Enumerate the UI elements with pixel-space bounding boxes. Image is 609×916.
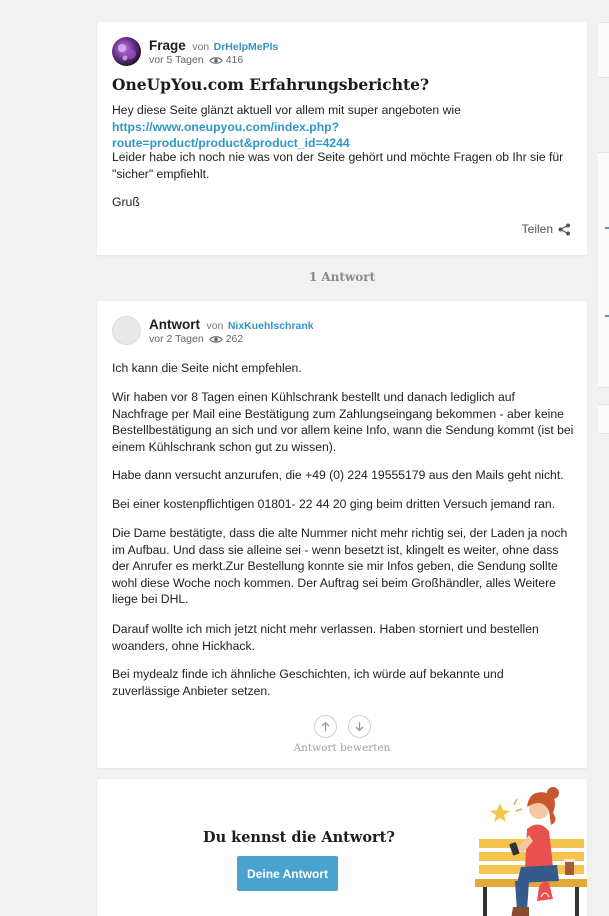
question-card <box>97 22 587 255</box>
downvote-button[interactable] <box>348 715 371 738</box>
answer-paragraph: Wir haben vor 8 Tagen einen Kühlschrank bestellt und danach lediglich auf Nachfrage per Mail eine Bestätigung zum Zahlungseingang bekommen - aber keine Bestellbestätigung an sich und vor allem keine Info, wann die Sendung kommt (ist bei einem Kühlschrank schon gut zu wissen). <box>112 390 574 454</box>
product-link[interactable]: https://www.oneupyou.com/index.php?route=product/product&product_id=4244 <box>112 119 350 150</box>
paragraph-text: Hey diese Seite glänzt aktuell vor allem mit super angeboten wie <box>112 103 461 117</box>
answers-count: 1 Antwort <box>308 270 376 284</box>
von-label: von <box>192 41 210 53</box>
avatar-image <box>112 37 141 66</box>
share-icon <box>558 223 571 236</box>
meta-line <box>149 37 278 55</box>
answer-cta-card <box>97 779 587 916</box>
post-kind: Frage <box>149 38 186 53</box>
cta-title: Du kennst die Antwort? <box>203 829 395 846</box>
answer-card <box>97 301 587 768</box>
post-stats <box>149 54 243 66</box>
view-count: 416 <box>225 54 244 66</box>
post-age: vor 5 Tagen <box>149 54 204 66</box>
post-kind: Antwort <box>149 317 200 332</box>
arrow-up-icon <box>320 721 331 732</box>
question-paragraph <box>112 102 574 152</box>
arrow-down-icon <box>354 721 365 732</box>
answer-paragraph: Habe dann versucht anzurufen, die +49 (0) 224 19555179 aus den Mails geht nicht. <box>112 468 564 482</box>
right-sidebar-fragment <box>598 0 609 916</box>
von-label: von <box>206 320 224 332</box>
answer-paragraph: Darauf wollte ich mich jetzt nicht mehr verlassen. Haben storniert und bestellen woanders, ohne Hickhack. <box>112 622 539 653</box>
author-link[interactable]: DrHelpMePls <box>213 41 279 53</box>
question-paragraph: Leider habe ich noch nie was von der Seite gehört und möchte Fragen ob Ihr sie für "sicher" empfiehlt. <box>112 150 564 181</box>
vote-controls <box>97 715 587 738</box>
sidebar-card-fragment <box>598 404 609 434</box>
post-age: vor 2 Tagen <box>149 333 204 345</box>
question-paragraph: Gruß <box>112 195 140 209</box>
answer-paragraph: Die Dame bestätigte, dass die alte Nummer nicht mehr richtig sei, der Laden ja noch im Aufbau. Und dass sie alleine sei - wenn besetzt ist, klingelt es weiter, ohne dass der Anrufer es merkt.Zur Bestellung konnte sie mir Infos geben, die Sendung sollte wohl diese Woche noch kommen. Der Auftrag sei beim Großhändler, alles Weitere liege bei DHL. <box>112 526 568 606</box>
sidebar-card-fragment <box>598 152 609 388</box>
avatar[interactable] <box>112 37 141 66</box>
author-link[interactable]: NixKuehlschrank <box>227 320 314 332</box>
sidebar-card-fragment <box>598 22 609 78</box>
eye-icon <box>209 56 223 65</box>
avatar[interactable] <box>112 316 141 345</box>
woman-on-bench-illustration <box>467 779 587 916</box>
view-count: 262 <box>225 333 244 345</box>
post-stats <box>149 333 243 345</box>
question-title: OneUpYou.com Erfahrungsberichte? <box>112 75 430 94</box>
share-label: Teilen <box>521 222 553 236</box>
meta-line <box>149 316 314 334</box>
rate-answer-label: Antwort bewerten <box>293 742 391 754</box>
sidebar-accent-mark <box>605 315 609 317</box>
your-answer-button[interactable]: Deine Antwort <box>237 856 338 891</box>
upvote-button[interactable] <box>314 715 337 738</box>
answer-paragraph: Bei einer kostenpflichtigen 01801- 22 44 20 ging beim dritten Versuch jemand ran. <box>112 497 556 511</box>
eye-icon <box>209 335 223 344</box>
sidebar-accent-mark <box>605 227 609 229</box>
answer-paragraph: Ich kann die Seite nicht empfehlen. <box>112 361 302 375</box>
answer-paragraph: Bei mydealz finde ich ähnliche Geschichten, ich würde auf bekannte und zuverlässige Anbieter setzen. <box>112 667 504 698</box>
share-button[interactable] <box>522 222 571 236</box>
